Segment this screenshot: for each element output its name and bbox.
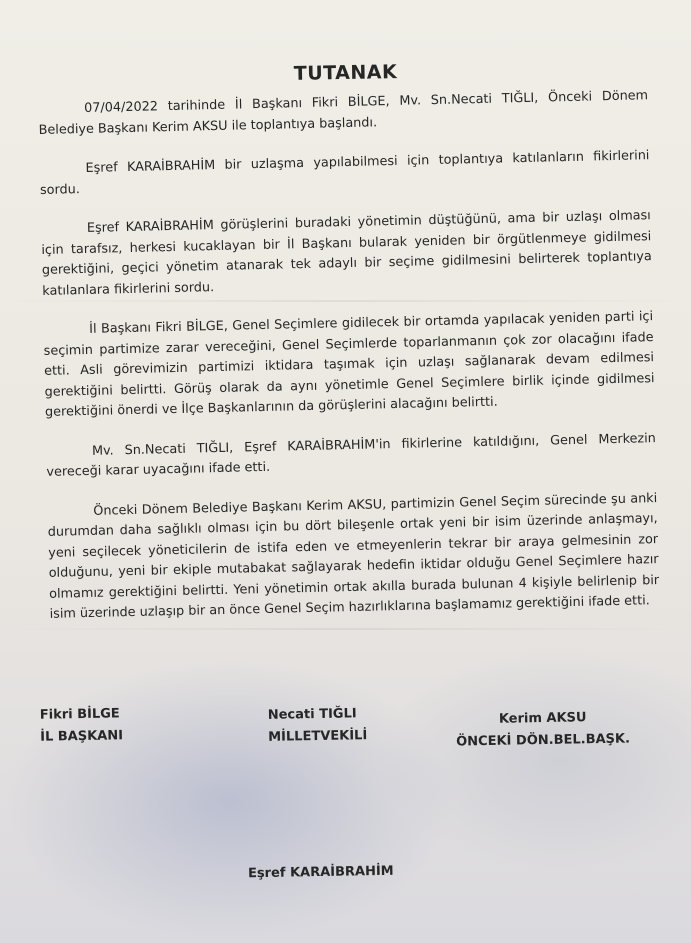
paragraph-karaibrahim-views: Eşref KARAİBRAHİM görüşlerini buradaki yönetimin düştüğünü, ama bir uzlaşı olması için tarafsız, herkesi kucaklayan bir İl Başkanı bularak yeniden bir örgütlenmeye gidilmesi gerektiğini, geçici yönetim atanarak tek adaylı bir seçime gidilmesini belirterek toplantıya katılanlara fikirlerini sordu. bbox=[41, 208, 652, 299]
signature-block-aksu bbox=[456, 706, 631, 753]
document-body bbox=[38, 86, 660, 644]
paragraph-opening: 07/04/2022 tarihinde İl Başkanı Fikri BİLGE, Mv. Sn.Necati TIĞLI, Önceki Dönem Belediye Başkanı Kerim AKSU ile toplantıya başlandı. bbox=[38, 88, 649, 138]
signature-name: Necati TIĞLI bbox=[267, 706, 357, 723]
signature-block-tigli bbox=[268, 703, 368, 749]
paragraph-bilge-views: İl Başkanı Fikri BİLGE, Genel Seçimlere gidilecek bir ortamda yapılacak yeniden parti içi seçimin partimize zarar vereceğini, Genel Seçimlerde toparlanmanın çok zor olacağını ifade etti. Asli görevimizin partimizi iktidara taşımak için uzlaşı sağlanarak devam edilmesi gerektiğini belirtti. Görüş olarak da aynı yönetimle Genel Seçimlere birlik içinde gidilmesi gerektiğini önerdi ve İlçe Başkanlarının da görüşlerini alacağını belirtti. bbox=[43, 309, 655, 420]
signature-name: Kerim AKSU bbox=[498, 710, 587, 727]
signature-name: Fikri BİLGE bbox=[39, 706, 120, 723]
signature-block-bilge bbox=[40, 703, 124, 748]
paragraph-tigli-views: Mv. Sn.Necati TIĞLI, Eşref KARAİBRAHİM'in fikirlerine katıldığını, Genel Merkezin vereceği karar uyacağını ifade etti. bbox=[46, 430, 656, 480]
signature-role: MİLLETVEKİLİ bbox=[268, 728, 368, 745]
paragraph-aksu-views: Önceki Dönem Belediye Başkanı Kerim AKSU, partimizin Genel Seçim sürecinde şu anki durumdan daha sağlıklı olması için bu dört bileşenle ortak yeni bir isim üzerinde anlaşmayı, yeni seçilecek yöneticilerin de istifa eden ve etmeyenlerin tekrar bir araya gelmesinin zor olduğunu, yeni bir ekiple mutabakat sağlayarak hedefin iktidar olduğu Genel Seçimlere hazır olmamız gerektiğini belirtti. Yeni yönetimin ortak akılla burada bulunan 4 kişiyle belirlenip bir isim üzerinde uzlaşıp bir an önce Genel Seçim hazırlıklarına başlamamız gerektiğini ifade etti. bbox=[47, 490, 660, 622]
signature-name: Eşref KARAİBRAHİM bbox=[247, 863, 394, 882]
signature-role: ÖNCEKİ DÖN.BEL.BAŞK. bbox=[456, 731, 631, 750]
signature-role: İL BAŞKANI bbox=[40, 728, 124, 745]
document-title: TUTANAK bbox=[293, 61, 398, 85]
paragraph-question: Eşref KARAİBRAHİM bir uzlaşma yapılabilmesi için toplantıya katılanların fikirlerini sordu. bbox=[39, 148, 650, 198]
signature-block-karaibrahim bbox=[248, 861, 394, 886]
